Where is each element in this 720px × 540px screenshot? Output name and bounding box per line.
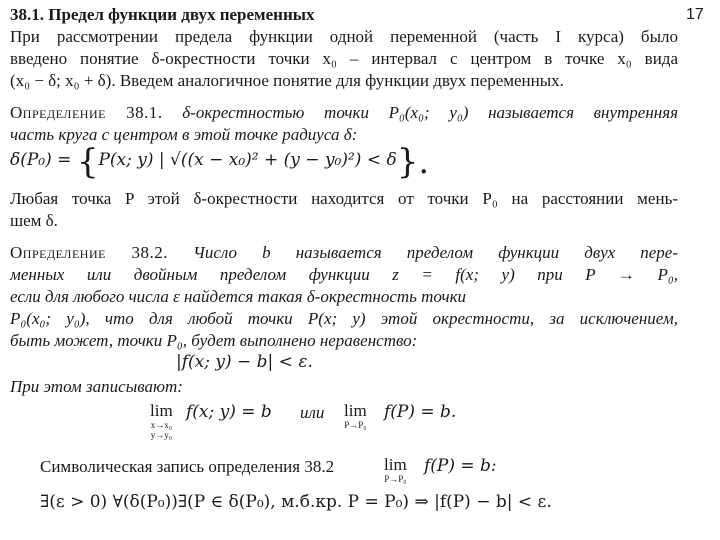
brace-open: { — [76, 142, 99, 182]
intro-line-2: введено понятие δ-окрестности точки x₀ – интервал с центром в точке x₀ вида — [10, 49, 678, 68]
limit-1 — [150, 402, 173, 440]
definition-38-2 — [10, 242, 678, 263]
limit-2 — [344, 402, 367, 430]
limit-3-sub: P→P₀ — [384, 474, 407, 484]
limit-1-sub-y: y→y₀ — [150, 430, 172, 440]
symbolic-intro: Символическая запись определения 38.2 — [40, 457, 335, 476]
limit-1-expr: f(x; y) = b — [186, 402, 272, 422]
limit-1-word: lim — [150, 401, 173, 420]
definition-38-1-formula — [10, 142, 430, 182]
formula-body: P(x; y) | √((x − x₀)² + (y − y₀)²) < δ — [98, 150, 397, 170]
limit-1-sub-x: x→x₀ — [150, 420, 172, 430]
notation-intro: При этом записывают: — [10, 377, 183, 396]
symbolic-formula: ∃(ε > 0) ∀(δ(P₀))∃(P ∈ δ(P₀), м.б.кр. P = P₀) ⇒ |f(P) − b| < ε. — [40, 492, 552, 512]
brace-close: }. — [396, 142, 430, 182]
limit-2-word: lim — [344, 401, 367, 420]
limit-3-expr: f(P) = b: — [424, 456, 497, 476]
formula-left: δ(P₀) = — [10, 150, 77, 170]
definition-38-1 — [10, 102, 678, 123]
limit-2-expr: f(P) = b. — [384, 402, 457, 422]
definition-38-1-text: δ-окрестностью точки P₀(x₀; y₀) называется внутренняя — [162, 103, 678, 122]
definition-38-2-line-5: быть может, точки P₀, будет выполнено неравенство: — [10, 331, 418, 350]
page-number: 17 — [686, 6, 704, 23]
remark-line-2: шем δ. — [10, 211, 58, 230]
definition-38-1-label: Определение 38.1. — [10, 103, 163, 122]
limit-2-sub: P→P₀ — [344, 420, 367, 430]
intro-line-1: При рассмотрении предела функции одной переменной (часть I курса) было — [10, 27, 678, 46]
intro-line-3: (x₀ − δ; x₀ + δ). Введем аналогичное понятие для функции двух переменных. — [10, 71, 564, 90]
remark-line-1: Любая точка P этой δ-окрестности находится от точки P₀ на расстоянии мень- — [10, 189, 678, 208]
limit-3-word: lim — [384, 455, 407, 474]
definition-38-2-line-3: если для любого числа ε найдется такая δ-окрестность точки — [10, 287, 467, 306]
section-title: 38.1. Предел функции двух переменных — [10, 5, 315, 24]
definition-38-1-line-2: часть круга с центром в этой точке радиуса δ: — [10, 125, 358, 144]
definition-38-2-line-2: менных или двойным пределом функции z = f(x; y) при P → P₀, — [10, 265, 678, 284]
definition-38-2-line-4: P₀(x₀; y₀), что для любой точки P(x; y) этой окрестности, за исключением, — [10, 309, 678, 328]
definition-38-2-inequality: |f(x; y) − b| < ε. — [176, 352, 313, 372]
definition-38-2-label: Определение 38.2. — [10, 243, 169, 262]
definition-38-2-text: Число b называется пределом функции двух пере- — [168, 243, 678, 262]
or-word: или — [300, 403, 325, 422]
limit-3 — [384, 456, 407, 484]
